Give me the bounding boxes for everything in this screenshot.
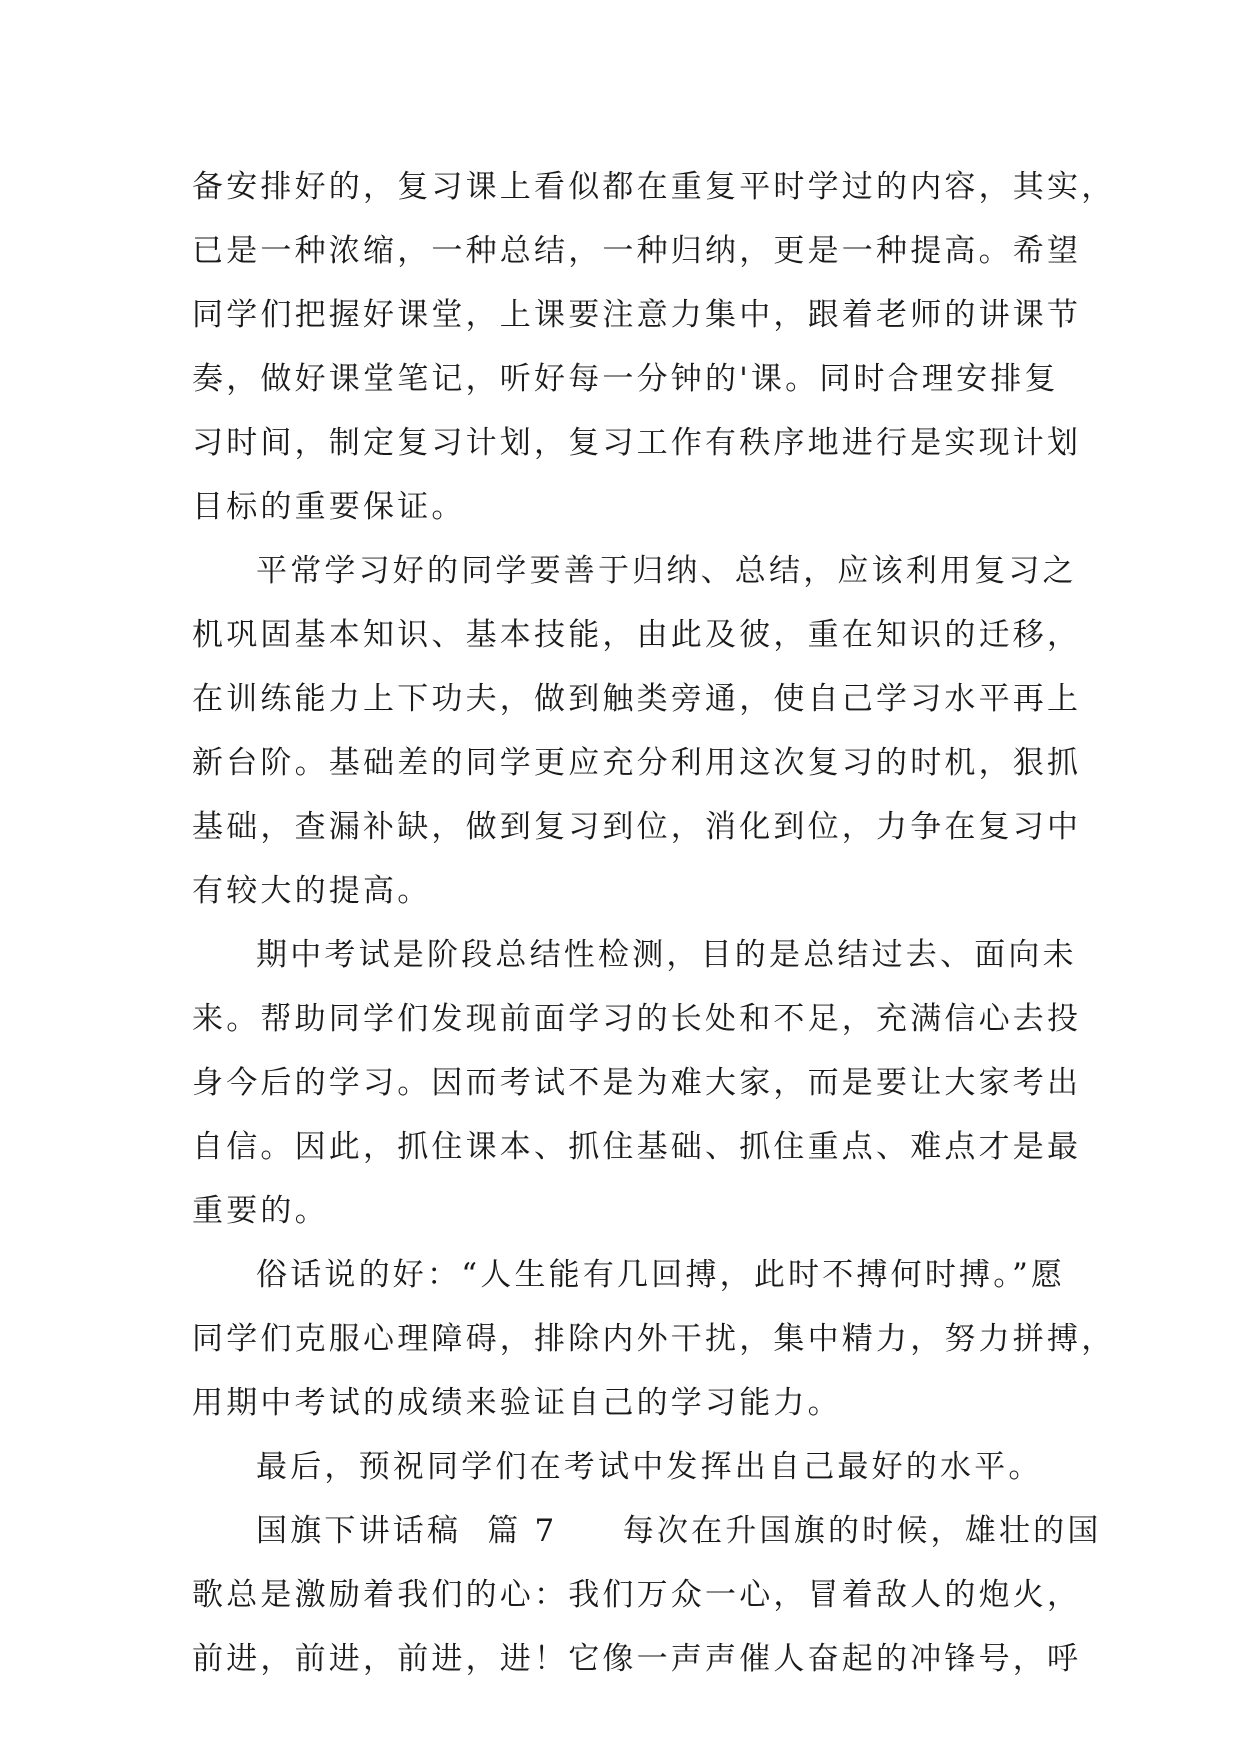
text-line: 在训练能力上下功夫，做到触类旁通，使自己学习水平再上	[192, 681, 1082, 717]
paragraph-first-line: 最后，预祝同学们在考试中发挥出自己最好的水平。	[256, 1449, 1043, 1485]
text-line: 用期中考试的成绩来验证自己的学习能力。	[192, 1385, 842, 1421]
text-line: 奏，做好课堂笔记，听好每一分钟的'课。同时合理安排复	[192, 361, 1059, 397]
text-line: 重要的。	[192, 1193, 329, 1229]
text-line: 来。帮助同学们发现前面学习的长处和不足，充满信心去投	[192, 1001, 1082, 1037]
text-line: 备安排好的，复习课上看似都在重复平时学过的内容，其实，	[192, 169, 1116, 205]
paragraph-first-line: 期中考试是阶段总结性检测，目的是总结过去、面向未	[256, 937, 1077, 973]
paragraph-first-line: 俗话说的好：“人生能有几回搏，此时不搏何时搏。”愿	[256, 1257, 1066, 1293]
text-line: 同学们把握好课堂，上课要注意力集中，跟着老师的讲课节	[192, 297, 1082, 333]
text-line: 身今后的学习。因而考试不是为难大家，而是要让大家考出	[192, 1065, 1082, 1101]
text-line: 已是一种浓缩，一种总结，一种归纳，更是一种提高。希望	[192, 233, 1082, 269]
paragraph-first-line: 国旗下讲话稿 篇 7 每次在升国旗的时候，雄壮的国	[256, 1513, 1102, 1549]
text-line: 基础，查漏补缺，做到复习到位，消化到位，力争在复习中	[192, 809, 1082, 845]
paragraph-first-line: 平常学习好的同学要善于归纳、总结，应该利用复习之	[256, 553, 1077, 589]
text-line: 自信。因此，抓住课本、抓住基础、抓住重点、难点才是最	[192, 1129, 1082, 1165]
text-line: 前进，前进，前进，进！它像一声声催人奋起的冲锋号，呼	[192, 1641, 1082, 1677]
text-line: 歌总是激励着我们的心：我们万众一心，冒着敌人的炮火，	[192, 1577, 1082, 1613]
text-line: 有较大的提高。	[192, 873, 432, 909]
text-line: 习时间，制定复习计划，复习工作有秩序地进行是实现计划	[192, 425, 1082, 461]
text-line: 同学们克服心理障碍，排除内外干扰，集中精力，努力拼搏，	[192, 1321, 1116, 1357]
text-line: 目标的重要保证。	[192, 489, 466, 525]
text-line: 新台阶。基础差的同学更应充分利用这次复习的时机，狠抓	[192, 745, 1082, 781]
text-line: 机巩固基本知识、基本技能，由此及彼，重在知识的迁移，	[192, 617, 1082, 653]
